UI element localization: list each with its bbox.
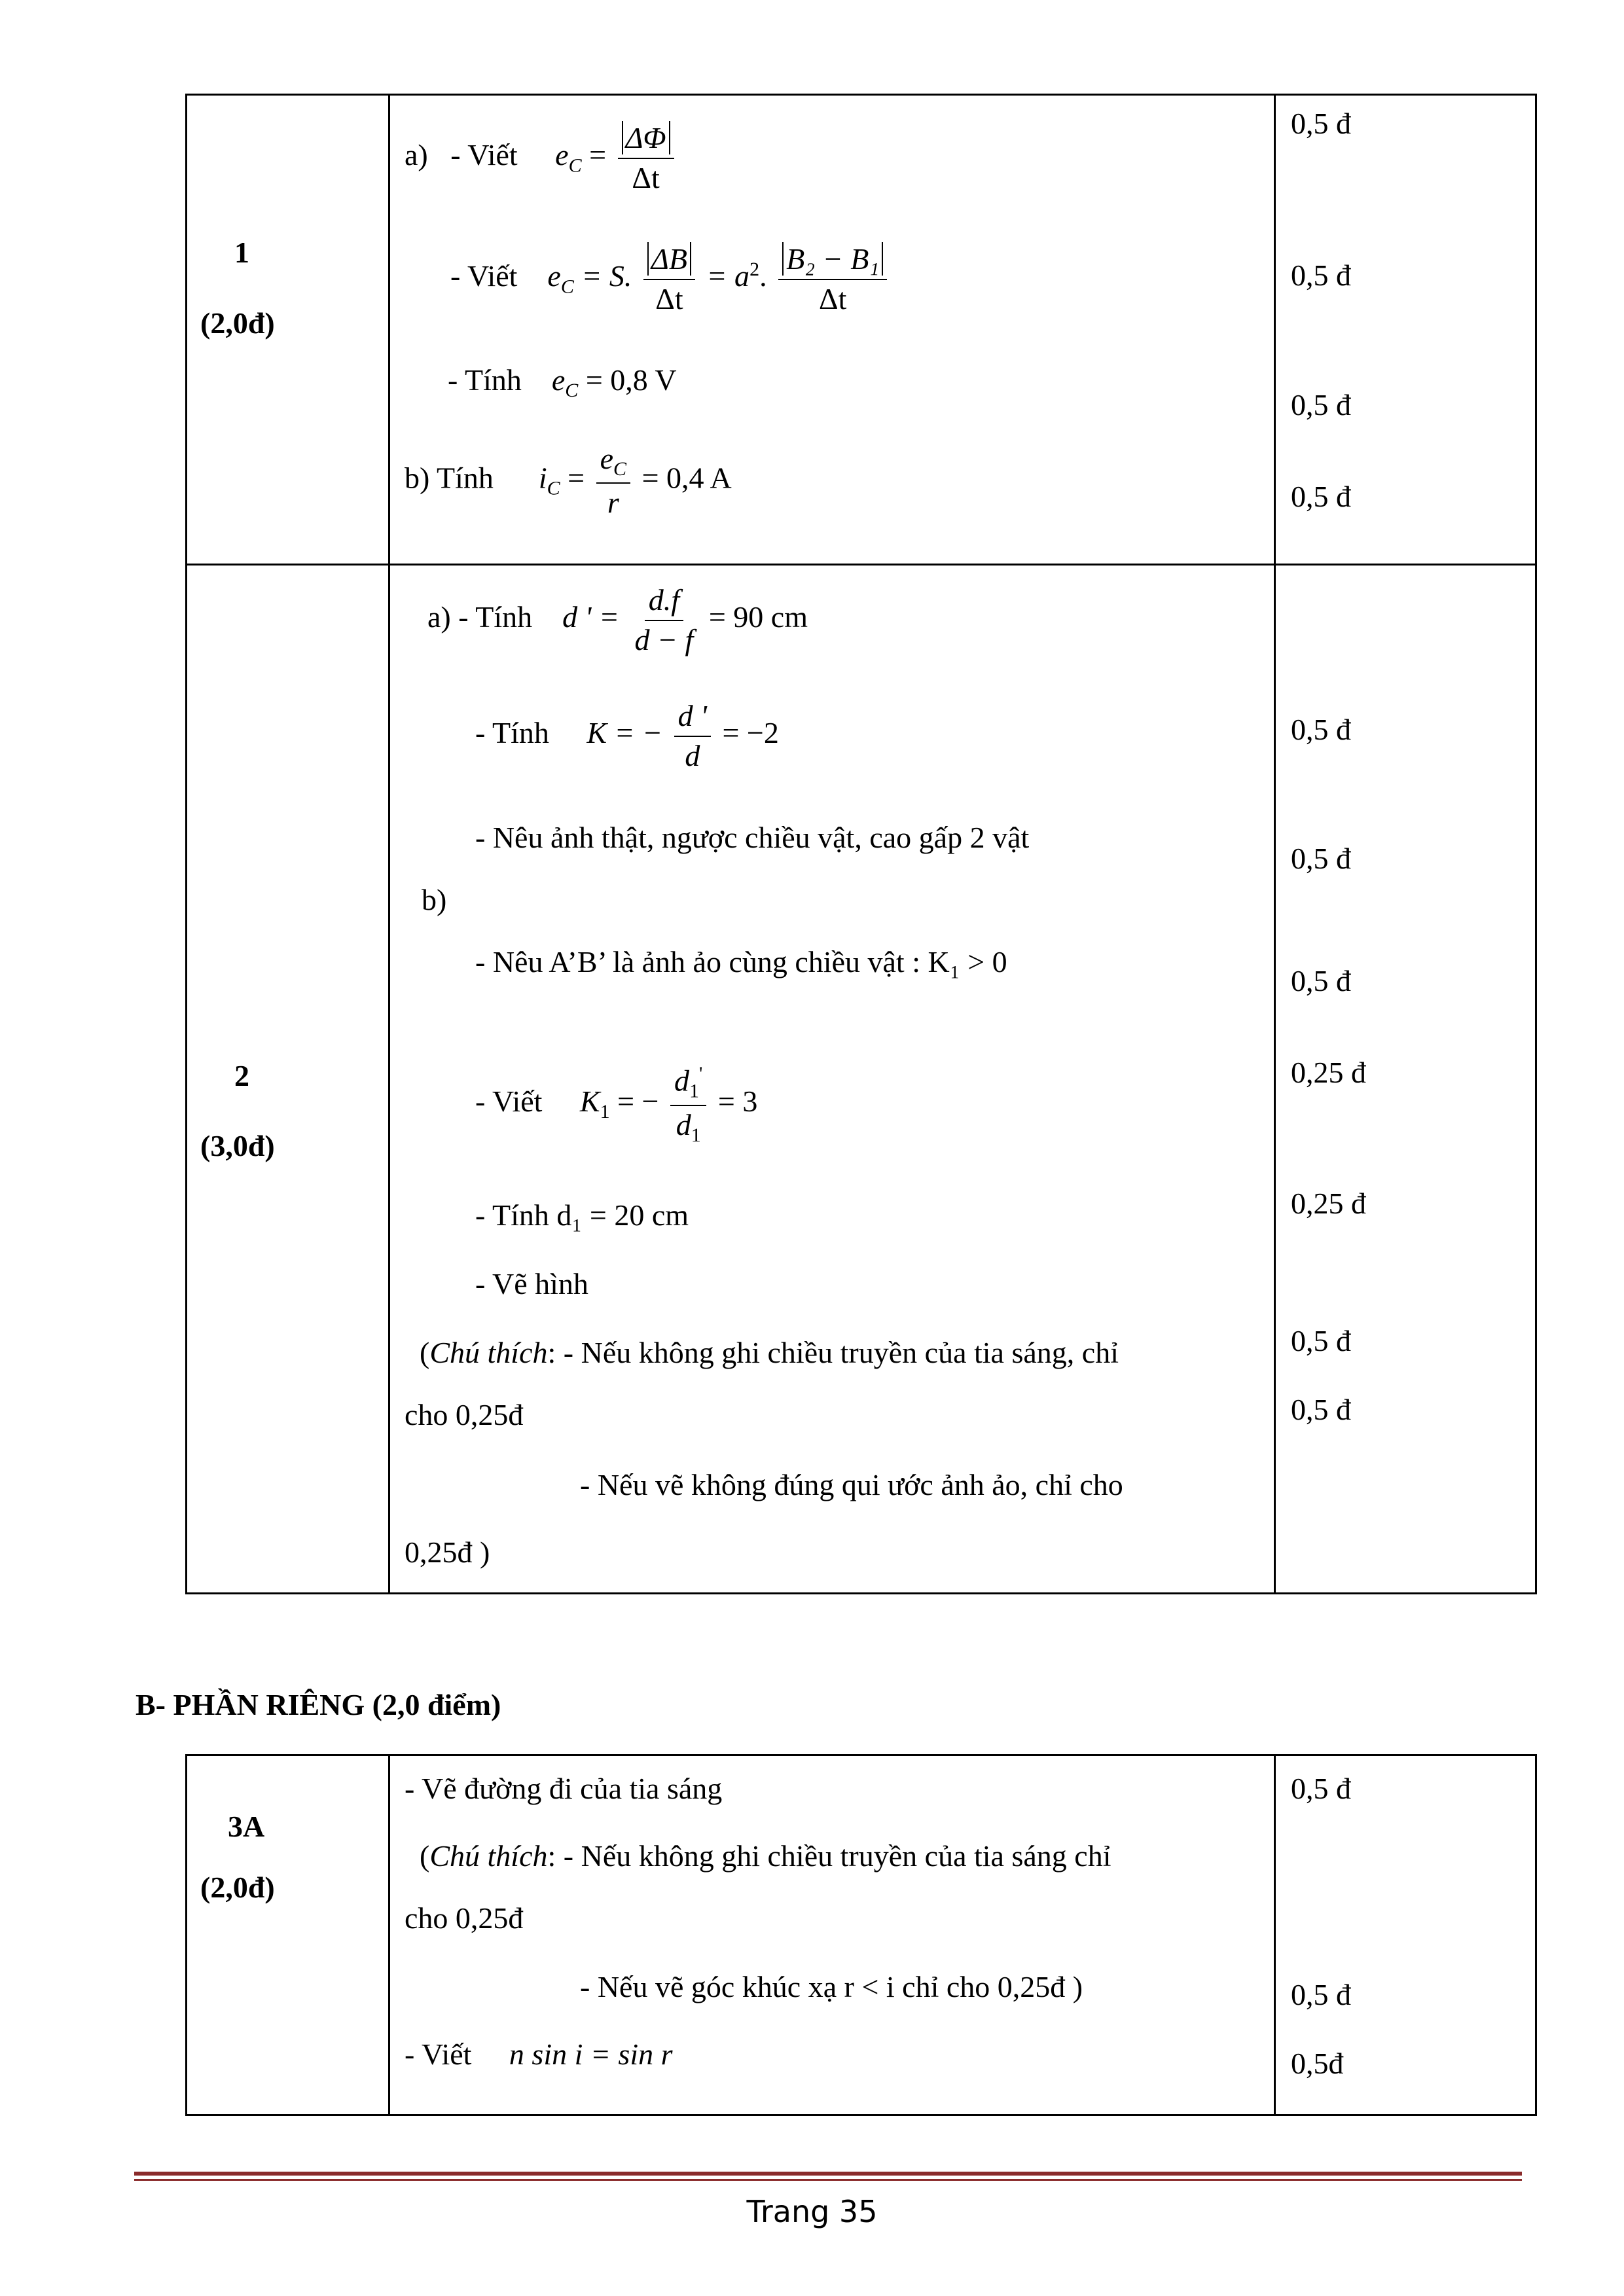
table-row-q1 <box>187 95 1536 565</box>
q2-note1-rest: : - Nếu không ghi chiều truyền của tia sáng, chỉ <box>547 1336 1119 1369</box>
q2-a-lhs: d ' = <box>562 600 619 634</box>
q3a-note <box>420 1841 1111 1871</box>
q1-b-num-sub: C <box>613 458 627 480</box>
q2-points-cell <box>1275 565 1536 1594</box>
q2-point-5: 0,25 đ <box>1291 1187 1366 1220</box>
q1-content-cell <box>389 95 1275 565</box>
q2-line-d1: - Tính d₁ = 20 cm <box>475 1198 689 1232</box>
q3a-number: 3A <box>228 1810 265 1843</box>
q1-b-lhs: i <box>538 461 547 495</box>
footer-rule-thick <box>134 2172 1522 2176</box>
q1-a-line2-den1: Δt <box>655 281 683 315</box>
q1-a-line3-value: = 0,8 V <box>585 363 677 397</box>
q2-a-num: d.f <box>645 584 683 621</box>
q1-a-line1-num: ΔΦ <box>622 121 670 154</box>
q1-point-3: 0,5 đ <box>1291 388 1351 422</box>
q3a-line1: - Vẽ đường đi của tia sáng <box>405 1772 723 1805</box>
q2-k1-label: - Viết <box>475 1084 543 1118</box>
q1-a-line2-num1: ΔB <box>647 242 691 276</box>
q2-k1-lhs: K <box>579 1084 600 1118</box>
q2-line-neu2: - Nêu A’B’ là ảnh ảo cùng chiều vật : K₁ > 0 <box>475 945 1007 978</box>
q1-b-line: b) Tính $i_C$ = $\frac{e_C}{r}$ = 0,4 A <box>405 442 732 520</box>
q3a-points-cell <box>1275 1755 1536 2115</box>
q1-a-line2-sub: C <box>560 276 574 298</box>
table-row-q2 <box>187 565 1536 1594</box>
q1-b-fraction <box>596 442 630 520</box>
q1-b-den: r <box>607 486 619 520</box>
q1-a-line1-sub: C <box>568 154 582 177</box>
q3a-note-prefix: ( <box>420 1839 430 1873</box>
q1-a-line2-num2: B₂ − B₁ <box>782 242 883 276</box>
q2-k-den: d <box>685 738 700 772</box>
q3a-score: (2,0đ) <box>200 1871 275 1904</box>
q2-point-4: 0,25 đ <box>1291 1056 1366 1089</box>
q1-points-cell <box>1275 95 1536 565</box>
answer-table-part-a <box>185 94 1537 1594</box>
q1-b-label: b) Tính <box>405 461 494 495</box>
q1-b-value: = 0,4 A <box>641 461 732 495</box>
q2-note1-italic: Chú thích <box>429 1336 548 1369</box>
q1-a-line2: - Viết $e_C = S$. $\frac{\Delta B}{\Delta t}$ = $a^2$. $\frac{\text{B₂ − B₁}}{\Delta t}$ <box>450 243 891 315</box>
q3a-number-cell <box>187 1755 389 2115</box>
q1-number: 1 <box>234 236 249 269</box>
q2-point-1: 0,5 đ <box>1291 713 1351 746</box>
q2-a-label: a) - Tính <box>427 600 533 634</box>
footer-rule-thin <box>134 2179 1522 2181</box>
q1-a-line2-lhs: e <box>547 259 561 293</box>
q2-note2: - Nếu vẽ không đúng qui ước ảnh ảo, chỉ cho <box>580 1468 1123 1501</box>
q3a-note-cont: cho 0,25đ <box>405 1901 524 1935</box>
q1-a-line2-mid: = S. <box>581 259 632 293</box>
q3a-content-cell <box>389 1755 1275 2115</box>
q1-a-line2-verb: - Viết <box>450 259 518 293</box>
q1-a-line2-sup: 2 <box>749 258 760 280</box>
q2-score: (3,0đ) <box>200 1129 275 1162</box>
q1-a-line1: a) - Viết $e_C$ = $\frac{\Delta\Phi}{\Delta t}$ <box>405 122 678 194</box>
q2-k-lhs: K = − <box>586 716 663 750</box>
q2-k1-line: - Viết $K_1$ = − $\frac{d_1'}{d_1}$ = 3 <box>475 1063 758 1146</box>
q2-content-cell <box>389 565 1275 1594</box>
q2-k1-fraction: $\frac{d_1'}{d_1}$ <box>670 1063 706 1146</box>
q2-k1-value: = 3 <box>717 1084 758 1118</box>
table-row-q3a <box>187 1755 1536 2115</box>
q2-note1 <box>420 1338 1119 1368</box>
q3a-note2: - Nếu vẽ góc khúc xạ r < i chỉ cho 0,25đ ) <box>580 1970 1083 2003</box>
q2-point-3: 0,5 đ <box>1291 964 1351 997</box>
q1-b-sub: C <box>547 477 560 499</box>
q1-point-4: 0,5 đ <box>1291 480 1351 513</box>
q2-a-fraction <box>631 584 698 656</box>
q3a-point-1: 0,5 đ <box>1291 1772 1351 1805</box>
q1-a-line3 <box>448 365 677 401</box>
q3a-viet-formula: n sin i = sin r <box>509 2037 673 2071</box>
q2-point-2: 0,5 đ <box>1291 842 1351 875</box>
q2-note2-cont: 0,25đ ) <box>405 1535 490 1569</box>
q3a-note-italic: Chú thích <box>429 1839 548 1873</box>
q2-line-ve: - Vẽ hình <box>475 1267 588 1300</box>
q2-point-6: 0,5 đ <box>1291 1324 1351 1357</box>
q2-number-cell <box>187 565 389 1594</box>
q2-b-label: b) <box>422 883 447 916</box>
page-number: Trang 35 <box>746 2194 878 2229</box>
q2-k-fraction <box>674 700 711 772</box>
q1-a-line1-lhs: e <box>555 138 569 172</box>
q2-a-den: d − f <box>634 622 694 656</box>
q2-point-7: 0,5 đ <box>1291 1393 1351 1426</box>
q1-a-line2-eq: = a <box>706 259 750 293</box>
q3a-note-rest: : - Nếu không ghi chiều truyền của tia sáng chỉ <box>547 1839 1111 1873</box>
q2-k1-den: d <box>676 1107 691 1141</box>
q2-note1-cont: cho 0,25đ <box>405 1398 524 1431</box>
q1-b-num: e <box>600 442 614 475</box>
q3a-viet-line <box>405 2039 673 2070</box>
q1-a-line2-den2: Δt <box>818 281 847 315</box>
q2-k-value: = −2 <box>722 716 779 750</box>
q1-a-line3-verb: - Tính <box>448 363 522 397</box>
answer-table-part-b <box>185 1754 1537 2116</box>
q1-point-2: 0,5 đ <box>1291 259 1351 292</box>
q3a-viet-label: - Viết <box>405 2037 472 2071</box>
q2-note1-prefix: ( <box>420 1336 430 1369</box>
q1-number-cell <box>187 95 389 565</box>
q1-score: (2,0đ) <box>200 306 275 340</box>
q1-a-line2-fraction2 <box>778 243 887 315</box>
q2-a-value: = 90 cm <box>708 600 808 634</box>
q3a-point-3: 0,5đ <box>1291 2047 1344 2080</box>
q1-a-line1-fraction <box>618 122 674 194</box>
q1-a-line3-sub: C <box>565 380 579 402</box>
q1-a-line1-verb: - Viết <box>450 138 518 172</box>
q1-a-line3-lhs: e <box>551 363 566 397</box>
q2-number: 2 <box>234 1059 249 1092</box>
q1-a-label: a) <box>405 138 428 172</box>
q2-k-label: - Tính <box>475 716 549 750</box>
q3a-point-2: 0,5 đ <box>1291 1978 1351 2011</box>
q2-line-neu1: - Nêu ảnh thật, ngược chiều vật, cao gấp 2 vật <box>475 821 1030 854</box>
q1-a-line2-fraction1 <box>643 243 695 315</box>
q2-a-line <box>427 584 808 656</box>
q1-a-line1-den: Δt <box>632 160 660 194</box>
section-b-title: B- PHẦN RIÊNG (2,0 điểm) <box>135 1688 501 1721</box>
q1-point-1: 0,5 đ <box>1291 107 1351 140</box>
q2-k1-num: d <box>674 1064 689 1098</box>
q2-k-num: d ' <box>674 700 711 737</box>
q2-k-line <box>475 700 779 772</box>
